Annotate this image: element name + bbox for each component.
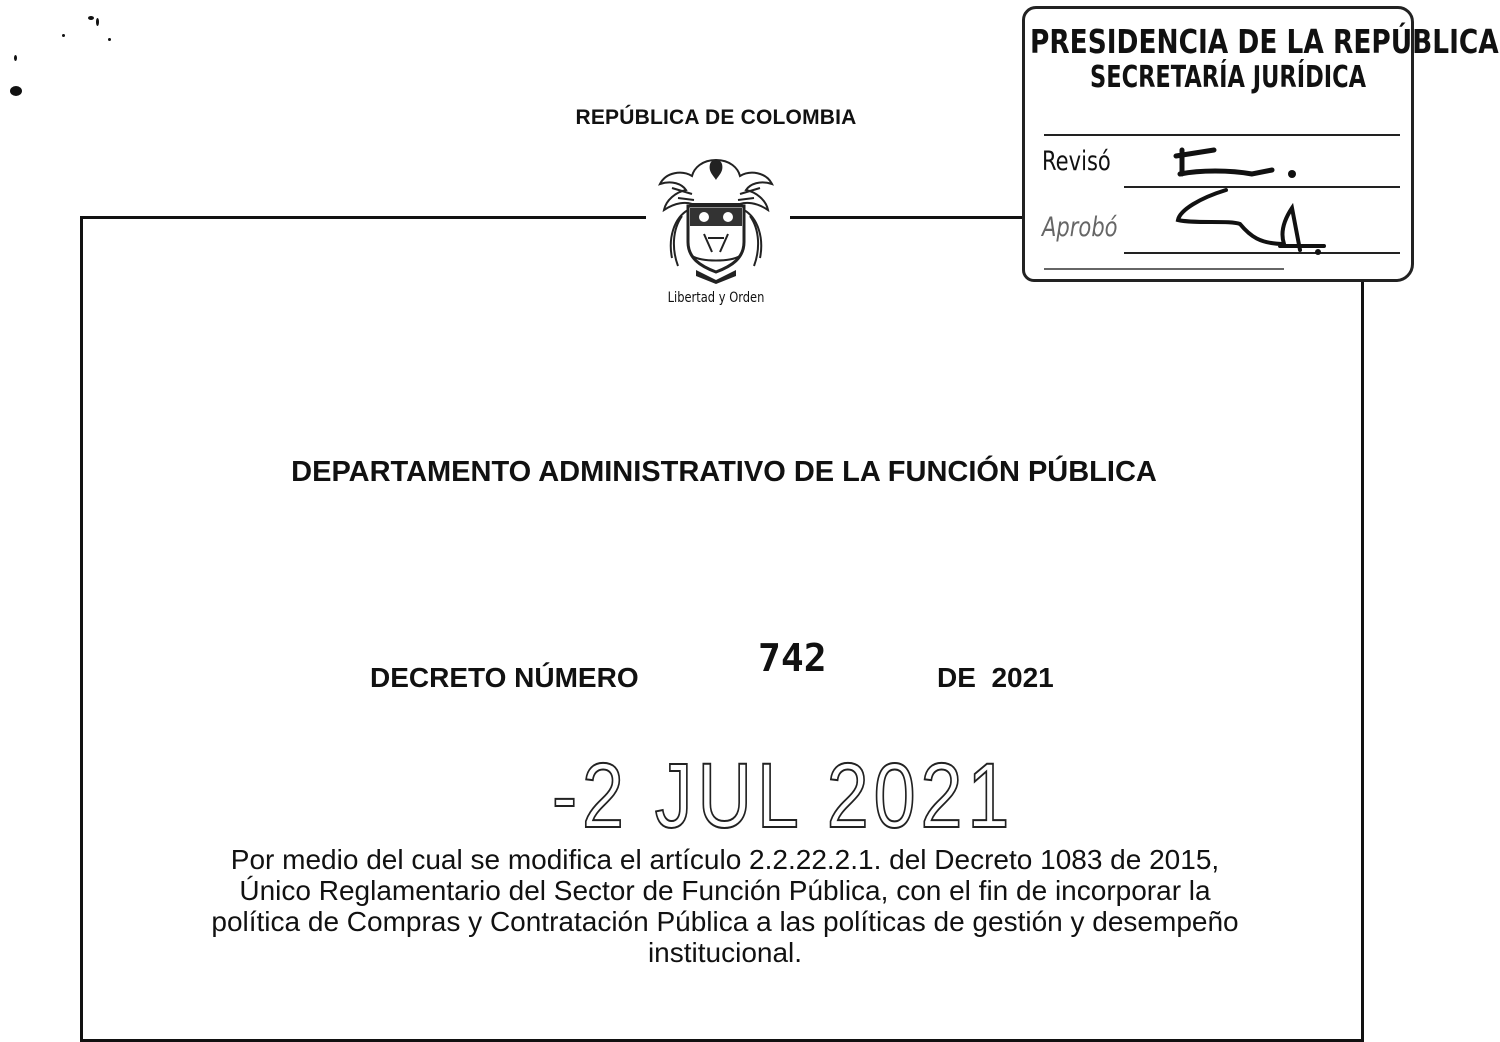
scan-speck xyxy=(10,86,22,96)
stamp-title: PRESIDENCIA DE LA REPÚBLICA xyxy=(1030,22,1499,61)
subject-line: política de Compras y Contratación Pública a las políticas de gestión y desempeño xyxy=(211,906,1239,937)
stamp-approved-label: Aprobó xyxy=(1042,212,1118,243)
subject-line: Único Reglamentario del Sector de Función Pública, con el fin de incorporar la xyxy=(239,875,1211,906)
scan-speck xyxy=(108,38,111,41)
decree-date-stamp: -2 JUL 2021 xyxy=(552,745,1015,847)
republic-heading: REPÚBLICA DE COLOMBIA xyxy=(575,106,857,129)
scan-speck xyxy=(96,18,99,26)
decree-number: 742 xyxy=(758,636,827,680)
decree-label: DECRETO NÚMERO xyxy=(370,662,639,693)
stamp-subtitle: SECRETARÍA JURÍDICA xyxy=(1090,60,1367,95)
decree-subject xyxy=(120,844,1330,968)
decree-year: DE 2021 xyxy=(937,662,1054,693)
coat-of-arms-icon xyxy=(652,154,780,286)
stamp-reviewed-label: Revisó xyxy=(1042,146,1111,177)
scan-speck xyxy=(88,16,94,20)
subject-line: institucional. xyxy=(647,937,803,968)
subject-line: Por medio del cual se modifica el artículo 2.2.22.2.1. del Decreto 1083 de 2015, xyxy=(230,844,1220,875)
motto-text: Libertad y Orden xyxy=(667,290,765,306)
scan-speck xyxy=(62,34,65,37)
stamp-rule xyxy=(1044,134,1400,136)
scan-speck xyxy=(14,55,17,61)
reviewer-signature xyxy=(1160,140,1330,280)
department-title: DEPARTAMENTO ADMINISTRATIVO DE LA FUNCIÓN PÚBLICA xyxy=(291,456,1157,488)
